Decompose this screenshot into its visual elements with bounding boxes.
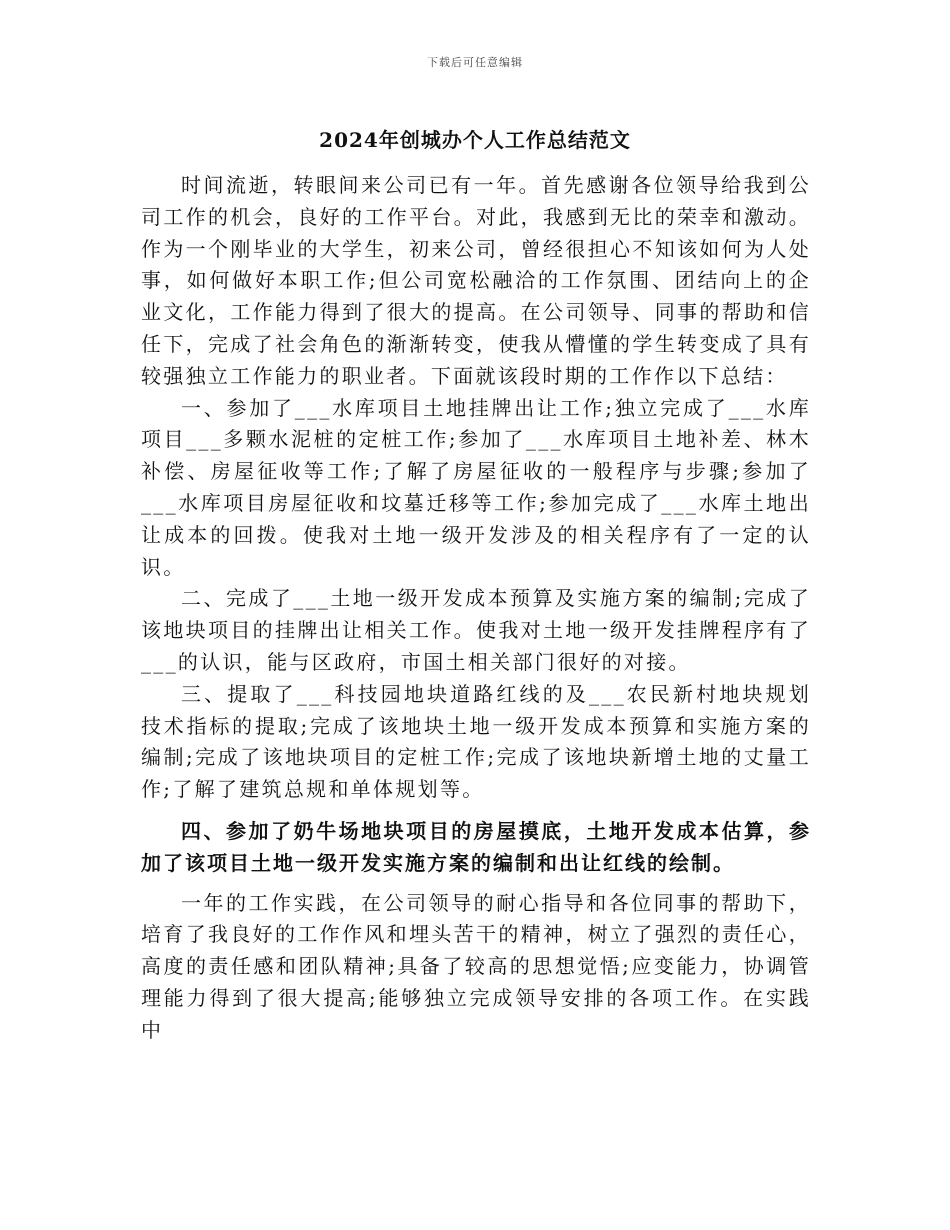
paragraph-item-4: 四、参加了奶牛场地块项目的房屋摸底，土地开发成本估算，参加了该项目土地一级开发实施方案的编制和出让红线的绘制。 xyxy=(141,818,811,875)
document-title: 2024年创城办个人工作总结范文 xyxy=(319,128,631,152)
document-body xyxy=(141,170,811,1047)
paragraph-item-1: 一、参加了___水库项目土地挂牌出让工作;独立完成了___水库项目___多颗水泥桩的定桩工作;参加了___水库项目土地补差、林木补偿、房屋征收等工作;了解了房屋征收的一般程序与步骤;参加了___水库项目房屋征收和坟墓迁移等工作;参加完成了___水库土地出让成本的回拨。使我对土地一级开发涉及的相关程序有了一定的认识。 xyxy=(141,395,811,579)
paragraph-conclusion: 一年的工作实践，在公司领导的耐心指导和各位同事的帮助下，培育了我良好的工作作风和埋头苦干的精神，树立了强烈的责任心，高度的责任感和团队精神;具备了较高的思想觉悟;应变能力，协调管理能力得到了很大提高;能够独立完成领导安排的各项工作。在实践中 xyxy=(141,890,811,1042)
paragraph-item-2: 二、完成了___土地一级开发成本预算及实施方案的编制;完成了该地块项目的挂牌出让相关工作。使我对土地一级开发挂牌程序有了___的认识，能与区政府，市国土相关部门很好的对接。 xyxy=(141,586,811,674)
paragraph-intro: 时间流逝，转眼间来公司已有一年。首先感谢各位领导给我到公司工作的机会，良好的工作平台。对此，我感到无比的荣幸和激动。作为一个刚毕业的大学生，初来公司，曾经很担心不知该如何为人处事，如何做好本职工作;但公司宽松融洽的工作氛围、团结向上的企业文化，工作能力得到了很大的提高。在公司领导、同事的帮助和信任下，完成了社会角色的渐渐转变，使我从懵懂的学生转变成了具有较强独立工作能力的职业者。下面就该段时期的工作作以下总结： xyxy=(141,173,811,388)
paragraph-item-3: 三、提取了___科技园地块道路红线的及___农民新村地块规划技术指标的提取;完成了该地块土地一级开发成本预算和实施方案的编制;完成了该地块项目的定桩工作;完成了该地块新增土地的丈量工作;了解了建筑总规和单体规划等。 xyxy=(141,681,811,802)
header-note: 下载后可任意编辑 xyxy=(427,56,523,69)
